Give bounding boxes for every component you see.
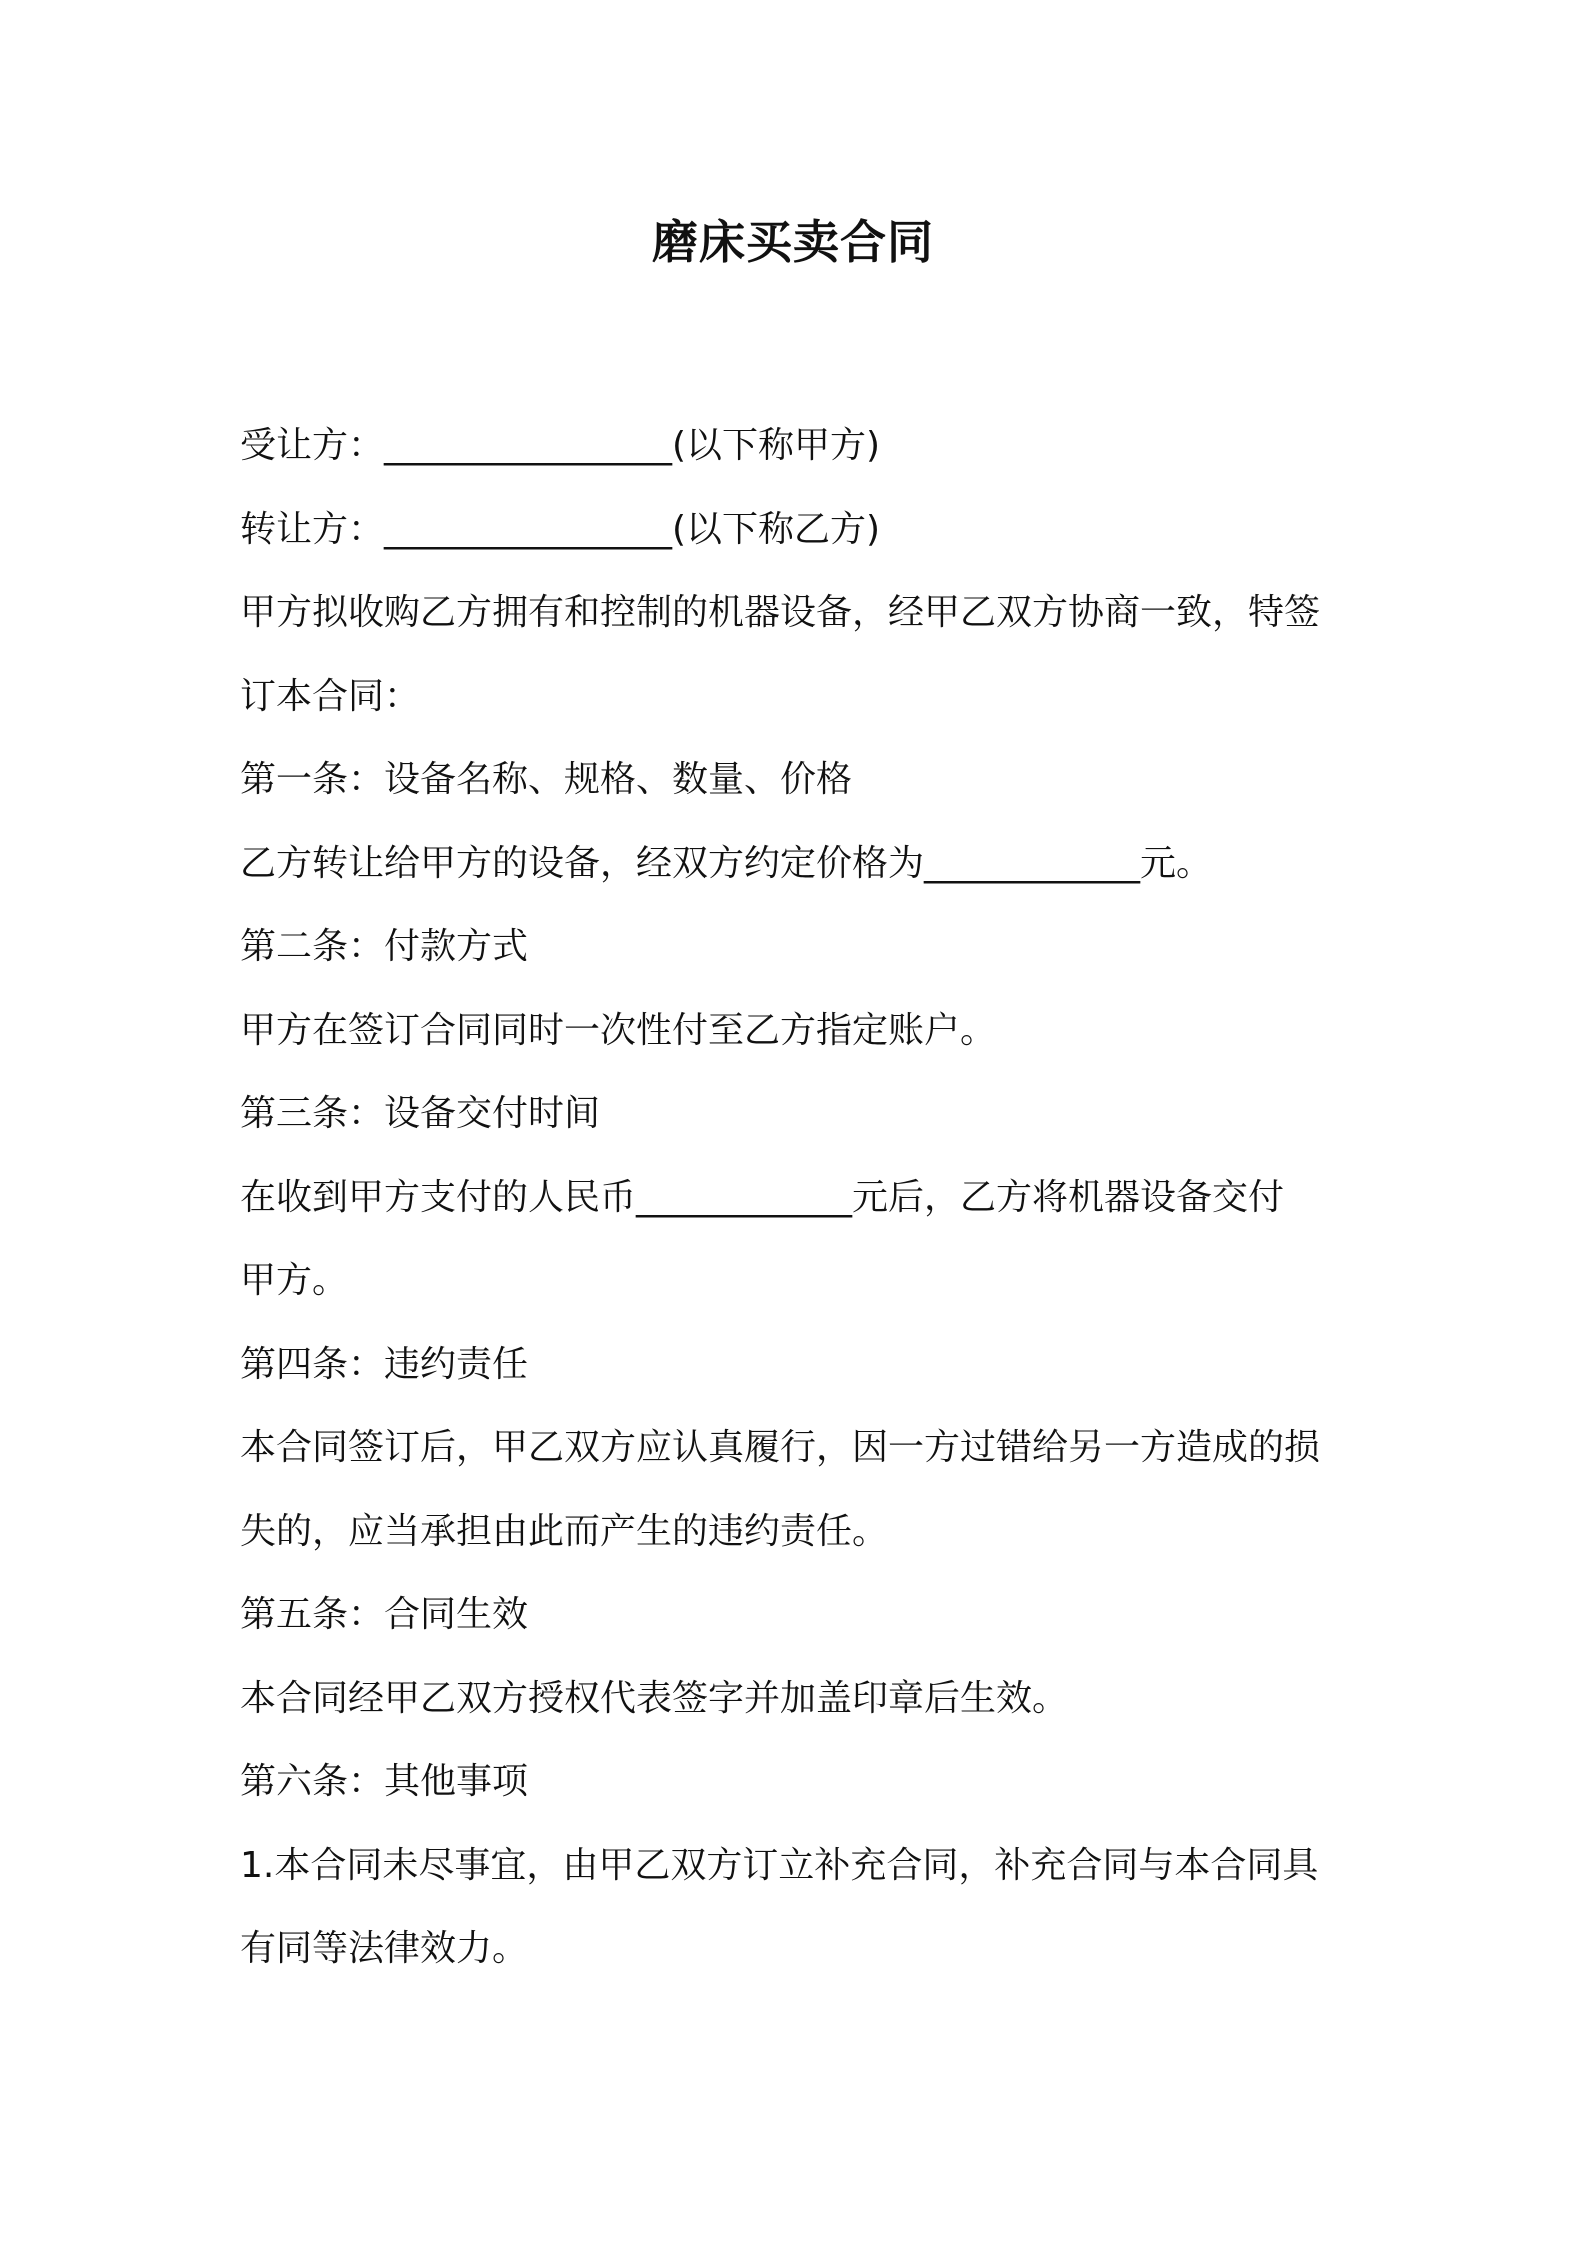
article-text: 本合同经甲乙双方授权代表签字并加盖印章后生效。 — [240, 1677, 1069, 1719]
article-heading: 第二条：付款方式 — [240, 926, 529, 967]
article-text: 甲方在签订合同同时一次性付至乙方指定账户。 — [240, 1009, 997, 1051]
article-text: 1.本合同未尽事宜，由甲乙双方订立补充合同，补充合同与本合同具 — [240, 1844, 1319, 1886]
article-text: 有同等法律效力。 — [240, 1928, 529, 1969]
contract-body — [240, 404, 1365, 1991]
article-text: 在收到甲方支付的人民币____________元后，乙方将机器设备交付 — [240, 1176, 1285, 1218]
transferee-line: 受让方：________________(以下称甲方) — [240, 425, 881, 466]
article-heading: 第六条：其他事项 — [240, 1761, 529, 1802]
article-heading: 第四条：违约责任 — [240, 1343, 529, 1385]
preamble-line: 甲方拟收购乙方拥有和控制的机器设备，经甲乙双方协商一致，特签 — [240, 592, 1321, 633]
transferor-line: 转让方：________________(以下称乙方) — [240, 508, 881, 550]
article-heading: 第五条：合同生效 — [240, 1594, 529, 1635]
article-heading: 第一条：设备名称、规格、数量、价格 — [240, 759, 853, 800]
article-text: 甲方。 — [240, 1260, 349, 1301]
preamble-line: 订本合同： — [240, 675, 421, 717]
article-text: 失的，应当承担由此而产生的违约责任。 — [240, 1510, 889, 1552]
article-heading: 第三条：设备交付时间 — [240, 1093, 601, 1134]
contract-title: 磨床买卖合同 — [652, 215, 934, 269]
article-text: 本合同签订后，甲乙双方应认真履行，因一方过错给另一方造成的损 — [240, 1427, 1321, 1468]
article-text: 乙方转让给甲方的设备，经双方约定价格为____________元。 — [240, 842, 1213, 884]
